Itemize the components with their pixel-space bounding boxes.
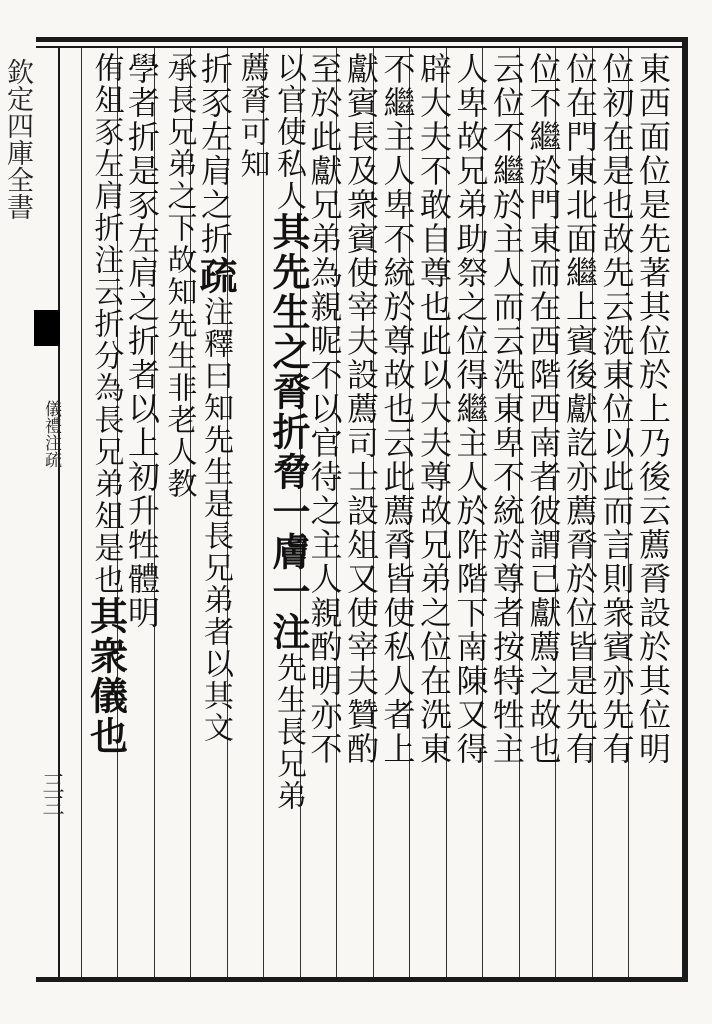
- commentary-text: 人卑故兄弟助祭之位得繼主人於阼階下南陳又得: [451, 52, 490, 766]
- classic-text: 注: [266, 612, 311, 652]
- commentary-text: 獻賓長及衆賓使宰夫設薦司士設俎又使宰夫贊酌: [342, 52, 380, 766]
- classic-text: 其先生之脀折脅一膚一: [266, 212, 311, 612]
- commentary-text: 東西面位是先著其位於上乃後云薦脀設於其位明: [634, 52, 672, 766]
- commentary-text: 學者折是豕左肩之折者以上初升牲體明: [123, 52, 161, 630]
- commentary-text: 注釋曰知先生是長兄弟者以其文: [198, 296, 233, 744]
- commentary-text: 至於此獻兄弟為親昵不以官待之主人親酌明亦不: [305, 52, 344, 766]
- bottom-border: [36, 977, 688, 982]
- commentary-text: 位不繼於門東而在西階西南者彼謂已獻薦之故也: [524, 52, 563, 766]
- right-border: [682, 37, 688, 982]
- page-number: 三三: [39, 772, 64, 816]
- commentary-text: 辟大夫不敢自尊也此以大夫尊故兄弟之位在洗東: [415, 52, 453, 766]
- commentary-text: 承長兄弟之下故知先生非老人教: [161, 52, 197, 500]
- commentary-text: 不繼主人卑不統於尊故也云此薦脀皆使私人者上: [378, 52, 417, 766]
- fishtail-mark: [34, 310, 60, 346]
- commentary-text: 位在門東北面繼上賓後獻訖亦薦脀於位皆是先有: [561, 52, 599, 766]
- commentary-text: 位初在是也故先云洗東位以此而言則衆賓亦先有: [597, 52, 636, 766]
- commentary-text: 薦脀可知: [234, 52, 270, 180]
- commentary-text: 侑俎豕左肩折注云折分為長兄弟俎是也: [88, 52, 124, 596]
- top-inner-border: [36, 46, 688, 48]
- commentary-text: 先生長兄弟: [271, 652, 306, 812]
- classic-text: 其衆儀也: [83, 596, 129, 756]
- book-title: 欽定四庫全書: [2, 58, 33, 220]
- classic-text: 疏: [193, 256, 238, 296]
- commentary-text: 以官使私人: [271, 52, 306, 212]
- column-rule: [81, 48, 82, 977]
- left-border: [58, 46, 60, 982]
- chapter-title: 儀禮注疏: [41, 400, 61, 468]
- text-column: [83, 52, 129, 972]
- commentary-text: 折豕左肩之折: [196, 52, 234, 256]
- top-border: [36, 37, 688, 42]
- commentary-text: 云位不繼於主人而云洗東卑不統於尊者按特牲主: [488, 52, 526, 766]
